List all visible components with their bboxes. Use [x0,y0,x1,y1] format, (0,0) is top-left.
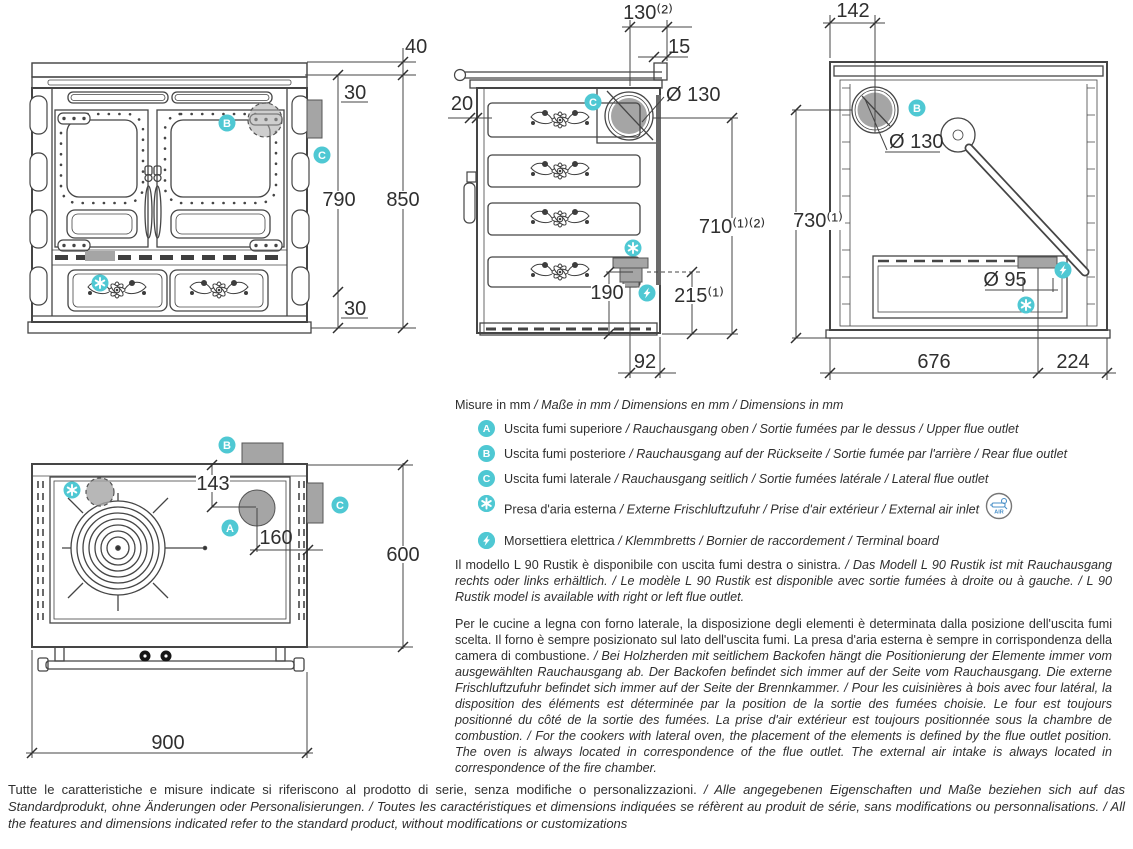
legend-item-upper-flue [478,421,1123,437]
svg-text:B: B [223,118,231,130]
upper-flue-badge [222,520,239,537]
dim-730: 730⁽¹⁾ [793,210,843,232]
dim-dia130: Ø 130 [666,84,721,106]
legend-label-translations: / Klemmbretts / Bornier de raccordement / Terminal board [614,534,939,548]
legend-label-translations: / Rauchausgang oben / Sortie fumées par le dessus / Upper flue outlet [622,422,1019,436]
dim-92: 92 [633,351,657,373]
note-it: Per le cucine a legna con forno laterale, la disposizione degli elementi è determinata dalla posizione dell'uscita fumi scelta. Il forno è sempre posizionato sul lato dell'uscita fumi. La presa d'aria esterna è sempre in corrispondenza della camera di combustione. [455,617,1112,663]
note-model-outlet [455,557,1112,605]
dim-676: 676 [917,351,951,373]
legend-item-terminal-board [478,533,1123,549]
hob-rings [62,493,207,611]
air-inlet-badge [92,275,109,292]
svg-text:A: A [226,523,234,535]
lateral-flue-collar [605,91,653,140]
lateral-flue-badge [314,147,331,164]
legend-label-translations: / Rauchausgang auf der Rückseite / Sortie fumée par l'arrière / Rear flue outlet [625,447,1068,461]
dim-190: 190 [590,282,624,304]
dim-40: 40 [405,36,428,58]
dim-130-rear-offset: 130⁽²⁾ [623,2,673,24]
stove-base [28,322,311,333]
lateral-outlet-block [307,100,322,138]
side-dimensions [448,2,770,378]
standard-product-note [8,781,1125,832]
legend-label-translations: / Rauchausgang seitlich / Sortie fumées latérale / Lateral flue outlet [611,472,989,486]
rear-flue-badge [219,115,236,132]
svg-text:B: B [223,440,231,452]
footer-translations: / Alle angegebenen Eigenschaften und Maße beziehen sich auf das Standardprodukt, ohne Änderungen oder Personalisierungen. / Toutes les caractéristiques et dimensions indiquées se réfèrent au produit de série, sans modifications ou personnalisations. / All the features and dimensions indicated refer to the standard product, without modifications or customizations [8,782,1126,831]
air-inlet-badge [64,482,81,499]
svg-text:B: B [913,103,921,115]
dim-790: 790 [322,189,356,211]
top-dimensions [26,460,422,758]
legend-item-rear-flue [478,446,1123,462]
note-it: Il modello L 90 Rustik è disponibile con uscita fumi destra o sinistra. [455,558,841,572]
legend-label-translations: / Externe Frischluftzufuhr / Prise d'air extérieur / External air inlet [616,502,980,517]
door-hinges [58,113,282,251]
dim-900: 900 [151,732,185,754]
units-note [455,398,1115,412]
legend [478,421,1123,558]
front-rail [38,647,304,671]
dim-224: 224 [1056,351,1090,373]
dim-850: 850 [386,189,420,211]
fire-door [55,110,148,247]
flue-c-badge: C [478,470,495,487]
svg-text:C: C [336,500,344,512]
lightning-icon [478,532,495,549]
rear-flue-badge [219,437,236,454]
terminal-board-badge [639,285,656,302]
dim-160: 160 [259,527,293,549]
front-dimensions [305,36,427,333]
svg-text:C: C [589,97,597,109]
side-door-handle [464,172,476,223]
dim-30-bottom: 30 [344,298,367,320]
footer-it: Tutte le caratteristiche e misure indicate si riferiscono al prodotto di serie, senza modifiche o personalizzazioni. [8,782,697,797]
lateral-flue-badge [332,497,349,514]
dim-142: 142 [836,0,870,22]
dim-dia130: Ø 130 [889,131,944,153]
units-note-it: Misure in mm [455,398,531,412]
legend-label-it: Uscita fumi laterale [504,472,612,486]
dim-30-top: 30 [344,82,367,104]
front-view-drawing [0,20,430,365]
dim-710: 710⁽¹⁾⁽²⁾ [698,216,766,238]
air-inlet-mark [86,478,114,506]
units-note-translations: / Maße in mm / Dimensions en mm / Dimensions in mm [530,398,844,412]
flue-b-badge: B [478,445,495,462]
air-inlet-badge [625,240,642,257]
legend-label-it: Uscita fumi posteriore [504,447,626,461]
dim-215: 215⁽¹⁾ [674,285,724,307]
notes [455,557,1112,776]
dim-20: 20 [450,93,474,115]
rear-flue-badge [909,100,926,117]
flue-a-badge: A [478,420,495,437]
note-translations: / Bei Holzherden mit seitlichem Backofen hängt die Positionierung der Elemente immer vom ausgewählten Rauchausgang ab. Der Backofen befindet sich immer auf der Seite vom Rauchausgang. Die externe Frischluftzufuhr befindet sich immer auf der Seite der Brennkammer. / Pour les cuisinières à bois avec four latéral, la disposition des éléments est déterminée par la position de la sortie des fumées choisie. Le four est toujours positionné du côté de la sortie des fumées. La prise d'air extérieur est toujours positionnée sous la chambre de combustion. / For the cookers with lateral oven, the placement of the elements is defined by the flue outlet position. The oven is always located in correspondence of the flue outlet. The external air intake is always located in correspondence of the fire chamber. [455,649,1112,775]
dim-600: 600 [386,544,420,566]
side-view-drawing [440,0,788,388]
dim-143: 143 [196,473,230,495]
snowflake-icon [478,495,495,512]
note-oven-position [455,616,1112,776]
air-duct [1018,257,1057,268]
legend-label-it: Uscita fumi superiore [504,422,623,436]
lateral-flue-badge [585,94,602,111]
terminal-board-badge [1055,262,1072,279]
poker-tool [941,118,1085,272]
dim-dia95: Ø 95 [983,269,1027,291]
rear-view-drawing [790,0,1133,388]
legend-item-lateral-flue [478,471,1123,487]
top-view-drawing [0,425,430,765]
cooktop-grill [32,63,307,77]
lateral-outlet-block [307,483,323,523]
dim-15: 15 [668,36,691,58]
legend-label-it: Morsettiera elettrica [504,534,615,548]
air-inlet-badge [1018,297,1035,314]
svg-text:AIR: AIR [994,509,1004,516]
svg-text:C: C [318,150,326,162]
rear-outlet-highlight [248,103,282,137]
external-air-logo [985,492,1013,524]
legend-label-it: Presa d'aria esterna [504,502,617,517]
legend-item-air-inlet [478,496,1123,524]
note-translations: / Das Modell L 90 Rustik ist mit Rauchausgang rechts oder links erhältlich. / Le modèle L 90 Rustik est disponible avec sortie fumées à droite ou à gauche. / L 90 Rustik model is available with right or left flue outlet. [455,558,1112,604]
rear-outlet-block [242,443,283,464]
